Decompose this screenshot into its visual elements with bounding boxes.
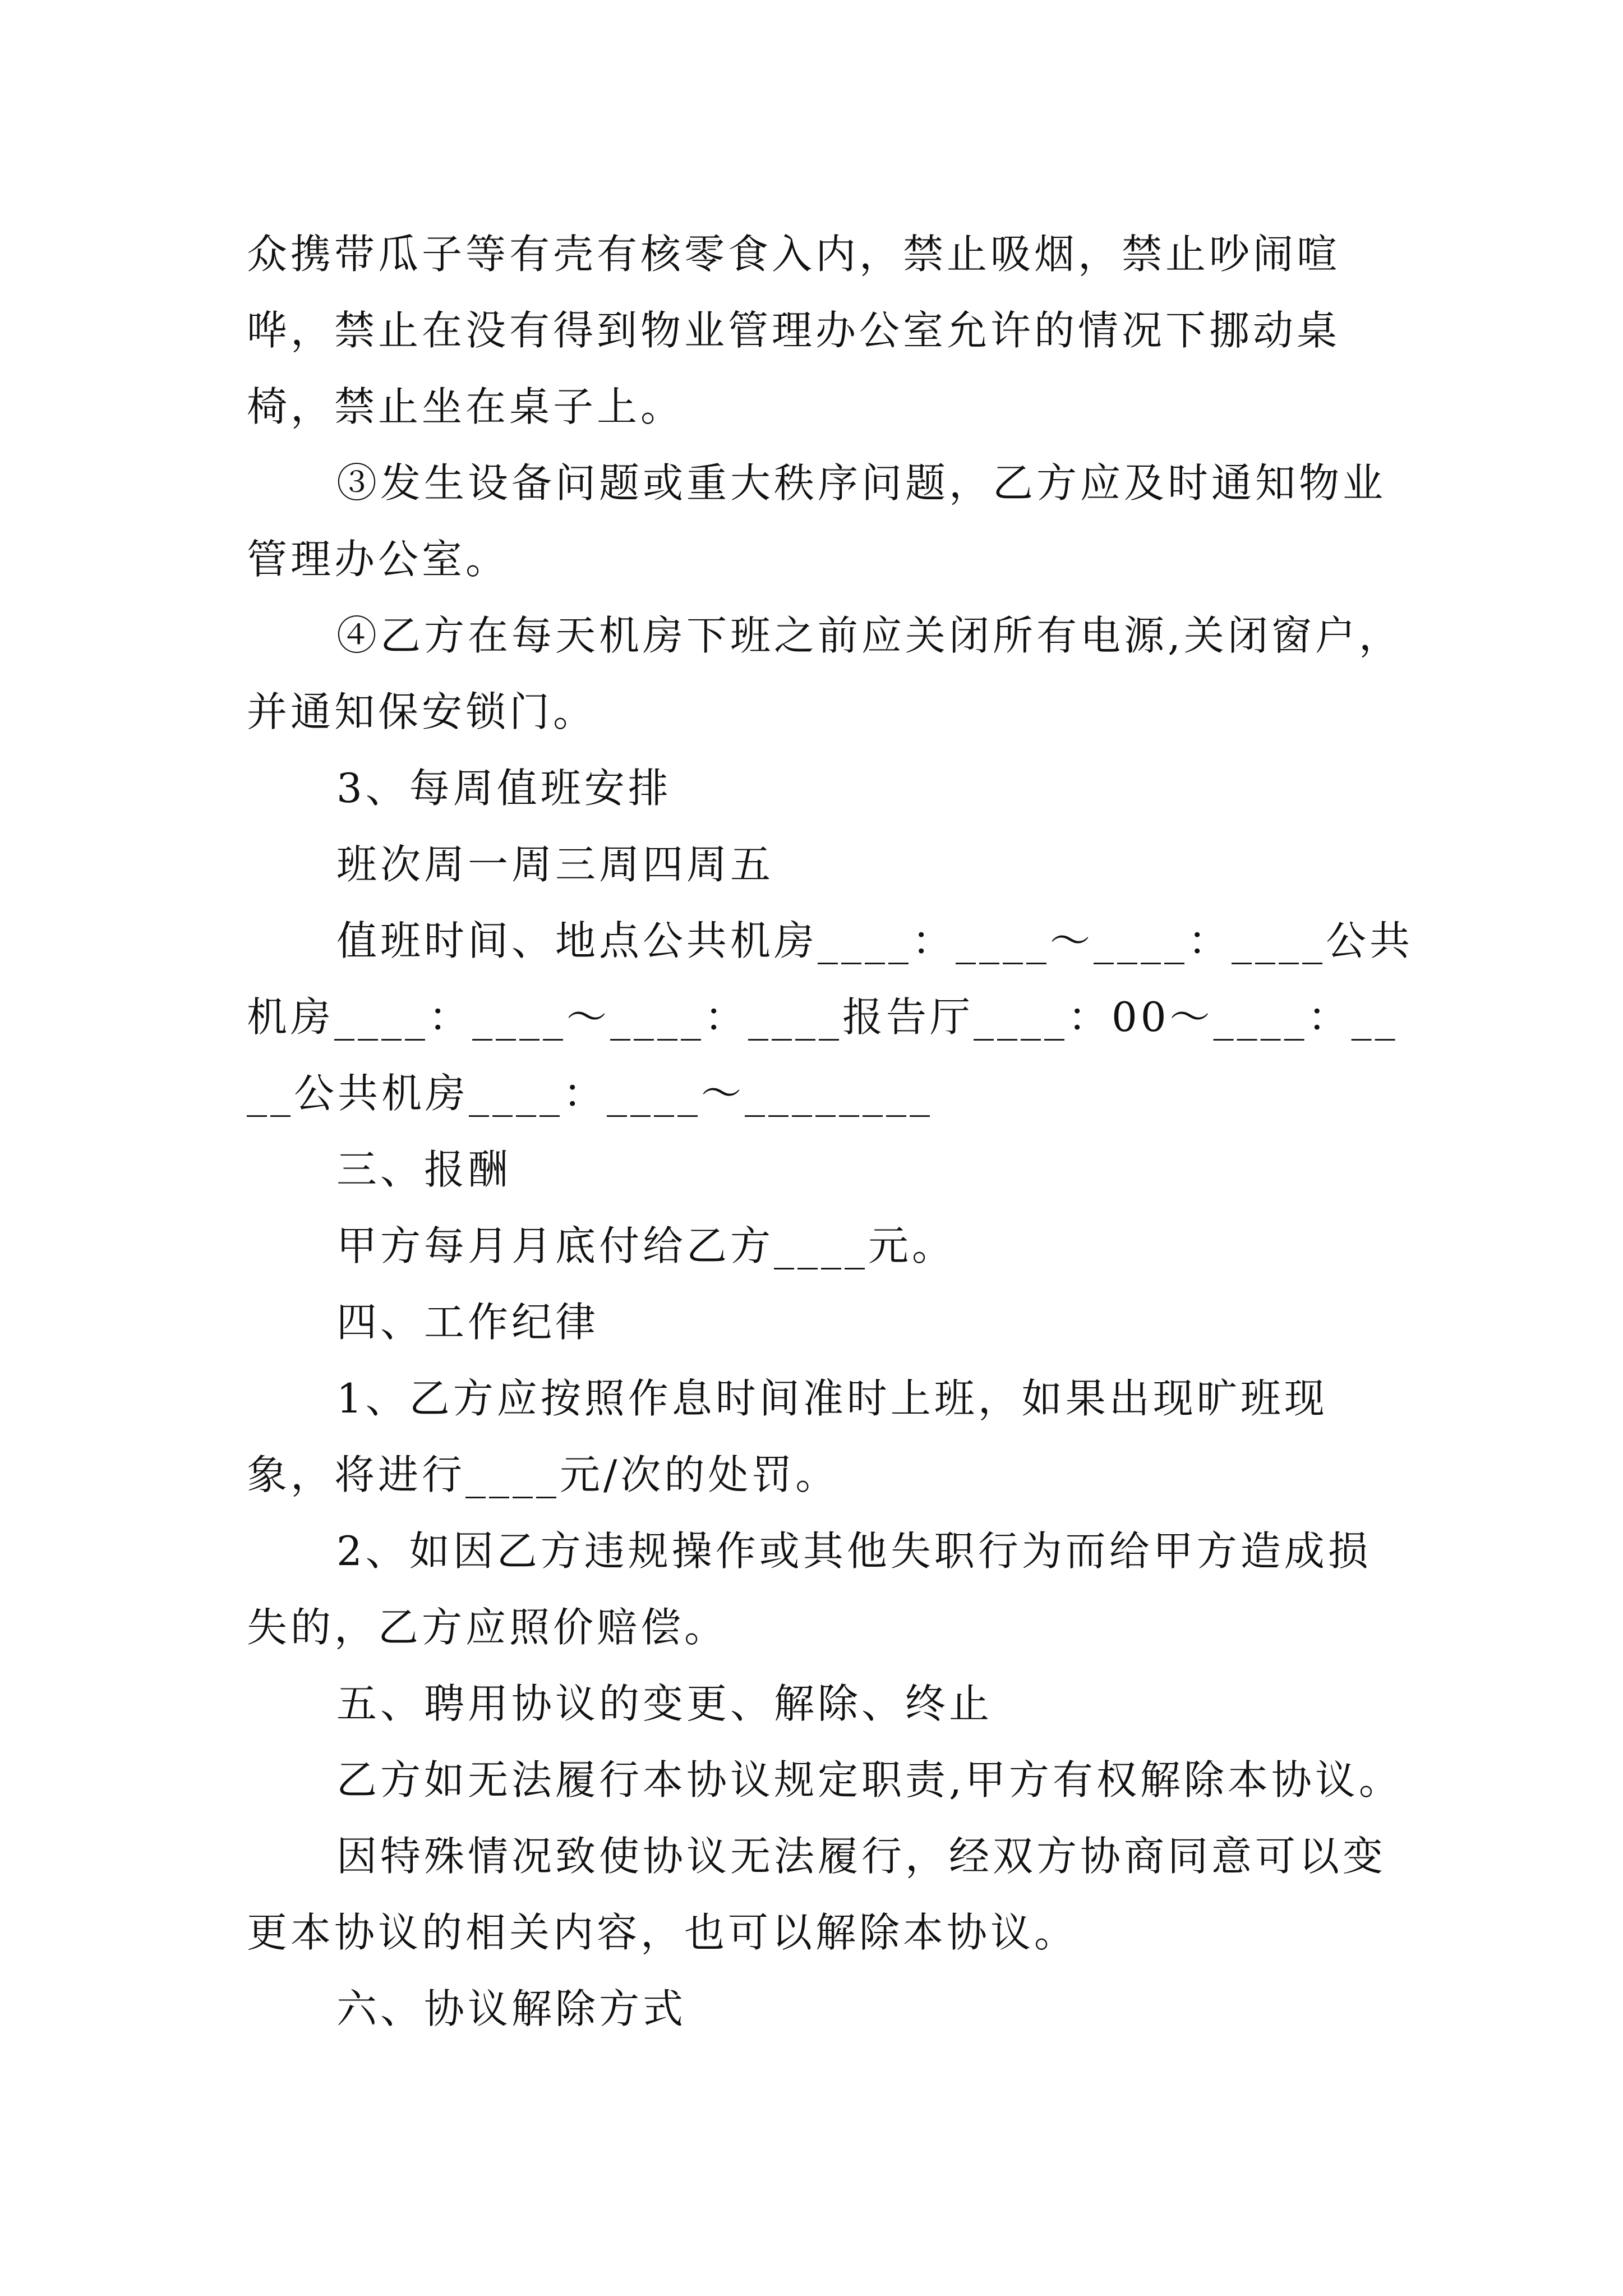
- paragraph-1: 众携带瓜子等有壳有核零食入内，禁止吸烟，禁止吵闹喧哗，禁止在没有得到物业管理办公室允许的情况下挪动桌椅，禁止坐在桌子上。: [247, 231, 1341, 430]
- paragraph-10: 1、乙方应按照作息时间准时上班，如果出现旷班现象，将进行____元/次的处罚。: [247, 1375, 1328, 1498]
- section-heading-change: 五、聘用协议的变更、解除、终止: [336, 1680, 993, 1727]
- paragraph-2: ③发生设备问题或重大秩序问题，乙方应及时通知物业管理办公室。: [247, 459, 1387, 583]
- document-body: [247, 216, 1413, 2047]
- paragraph-3: ④乙方在每天机房下班之前应关闭所有电源,关闭窗户，并通知保安锁门。: [247, 612, 1403, 735]
- paragraph-11: 2、如因乙方违规操作或其他失职行为而给甲方造成损失的，乙方应照价赔偿。: [247, 1527, 1372, 1651]
- section-heading-3: 3、每周值班安排: [336, 765, 672, 812]
- paragraph-5: 班次周一周三周四周五: [336, 841, 774, 888]
- paragraph-8: 甲方每月月底付给乙方____元。: [336, 1222, 956, 1269]
- section-heading-termination: 六、协议解除方式: [336, 1985, 687, 2032]
- paragraph-6: 值班时间、地点公共机房____：____～____：____公共机房____：____～____：____报告厅____：00～____：____公共机房____：____～________: [247, 917, 1414, 1117]
- paragraph-14: 因特殊情况致使协议无法履行，经双方协商同意可以变更本协议的相关内容，也可以解除本协议。: [247, 1833, 1387, 1956]
- paragraph-13: 乙方如无法履行本协议规定职责,甲方有权解除本协议。: [336, 1756, 1403, 1803]
- section-heading-discipline: 四、工作纪律: [336, 1299, 600, 1346]
- section-heading-remuneration: 三、报酬: [336, 1146, 512, 1193]
